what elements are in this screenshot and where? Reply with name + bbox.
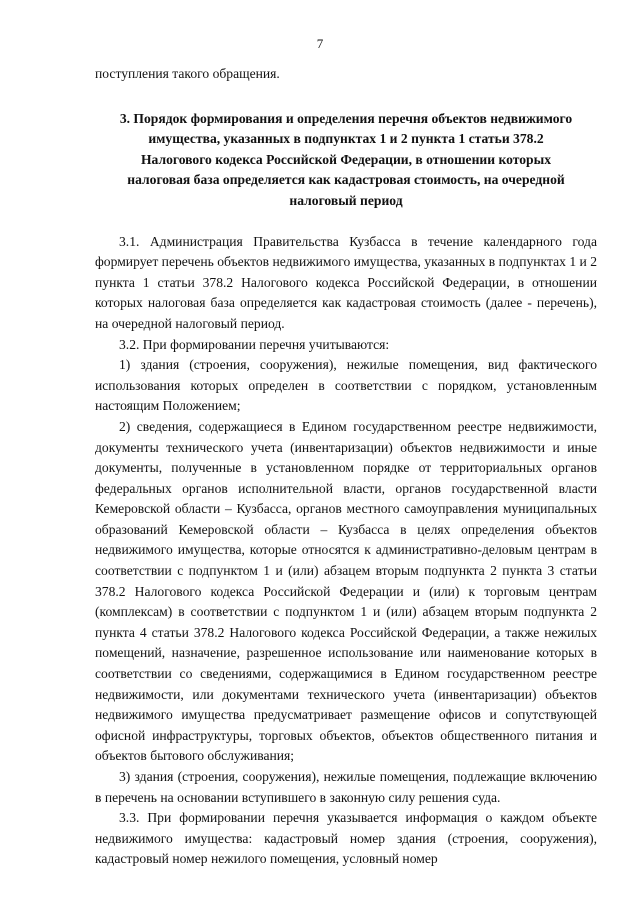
continuation-text: поступления такого обращения. <box>95 66 280 81</box>
paragraph-3-1: 3.1. Администрация Правительства Кузбасса в течение календарного года формирует перечень объектов недвижимого имущества, указанных в подпунктах 1 и 2 пункта 1 статьи 378.2 Налогового кодекса Российской Федерации, в отношении которых налоговая база определяется как кадастровая стоимость (далее - перечень), на очередной налоговый период. <box>95 233 597 331</box>
document-body <box>95 64 597 870</box>
paragraph-3-2: 3.2. При формировании перечня учитываются: <box>119 336 390 352</box>
list-item-2: 2) сведения, содержащиеся в Едином государственном реестре недвижимости, документы технического учета (инвентаризации) объектов недвижимости и иные документы, полученные в установленном порядке от территориальных органов федеральных органов исполнительной власти, органов государственной власти Кемеровской области – Кузбасса, органов местного самоуправления муниципальных образований Кемеровской области – Кузбасса в целях определения объектов недвижимого имущества, которые относятся к административно-деловым центрам в соответствии с подпунктом 1 и (или) абзацем вторым подпункта 2 пункта 3 статьи 378.2 Налогового кодекса Российской Федерации и (или) к торговым центрам (комплексам) в соответствии с подпунктом 1 и (или) абзацем вторым подпункта 2 пункта 4 статьи 378.2 Налогового кодекса Российской Федерации, а также нежилых помещений, назначение, разрешенное использование или наименование которых в соответствии со сведениями, содержащимися в Едином государственном реестре недвижимости, или документами технического учета (инвентаризации) объектов недвижимого имущества предусматривает размещение офисов и сопутствующей офисной инфраструктуры, торговых объектов, объектов общественного питания и объектов бытового обслуживания; <box>95 418 597 764</box>
list-item-1: 1) здания (строения, сооружения), нежилые помещения, вид фактического использования которых определен в соответствии с порядком, установленным настоящим Положением; <box>95 357 597 414</box>
page-number: 7 <box>316 36 324 51</box>
list-item-3: 3) здания (строения, сооружения), нежилые помещения, подлежащие включению в перечень на основании вступившего в законную силу решения суда. <box>95 769 597 805</box>
paragraph-3-3: 3.3. При формировании перечня указывается информация о каждом объекте недвижимого имущества: кадастровый номер здания (строения, сооружения), кадастровый номер нежилого помещения, условный номер <box>95 810 597 867</box>
section-heading: 3. Порядок формирования и определения перечня объектов недвижимого имущества, указанных в подпунктах 1 и 2 пункта 1 статьи 378.2 Налогового кодекса Российской Федерации, в отношении которых налоговая база определяется как кадастровая стоимость, на очередной налоговый период <box>119 110 573 208</box>
